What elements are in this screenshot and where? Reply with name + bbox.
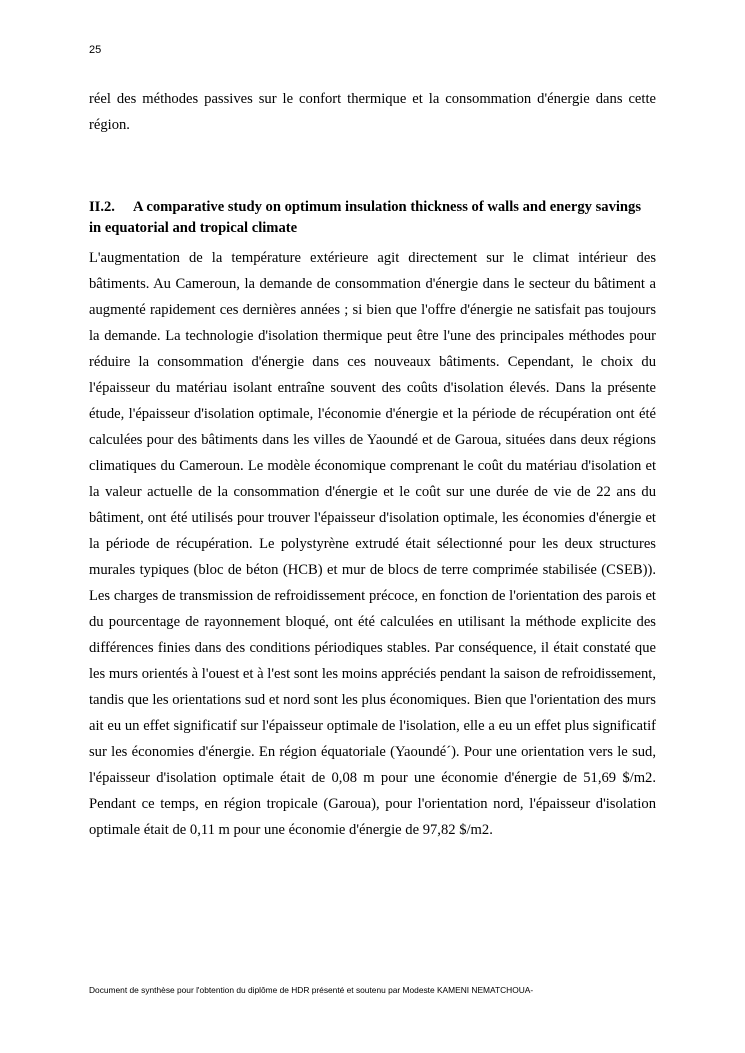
section-number: II.2. xyxy=(89,199,115,215)
document-body xyxy=(89,86,656,843)
section-body-paragraph: L'augmentation de la température extérieure agit directement sur le climat intérieur des bâtiments. Au Cameroun, la demande de consommation d'énergie dans le secteur du bâtiment a augmenté rapidement ces dernières années ; si bien que l'offre d'énergie ne satisfait pas toujours la demande. La technologie d'isolation thermique peut être l'une des principales méthodes pour réduire la consommation d'énergie dans ces nouveaux bâtiments. Cependant, le choix du l'épaisseur du matériau isolant entraîne souvent des coûts d'isolation élevés. Dans la présente étude, l'épaisseur d'isolation optimale, l'économie d'énergie et la période de récupération ont été calculées pour des bâtiments dans les villes de Yaoundé et de Garoua, situées dans deux régions climatiques du Cameroun. Le modèle économique comprenant le coût du matériau d'isolation et la valeur actuelle de la consommation d'énergie et le coût sur une durée de vie de 22 ans du bâtiment, ont été utilisés pour trouver l'épaisseur d'isolation optimale, les économies d'énergie et la période de récupération. Le polystyrène extrudé était sélectionné pour les deux structures murales typiques (bloc de béton (HCB) et mur de blocs de terre comprimée stabilisée (CSEB)). Les charges de transmission de refroidissement précoce, en fonction de l'orientation des parois et du pourcentage de rayonnement bloqué, ont été calculées en utilisant la méthode explicite des différences finies dans des conditions périodiques stables. Par conséquence, il était constaté que les murs orientés à l'ouest et à l'est sont les moins appréciés pendant la saison de refroidissement, tandis que les orientations sud et nord sont les plus économiques. Bien que l'orientation des murs ait eu un effet significatif sur l'épaisseur optimale de l'isolation, elle a eu un effet plus significatif sur les économies d'énergie. En région équatoriale (Yaoundé´). Pour une orientation vers le sud, l'épaisseur d'isolation optimale était de 0,08 m pour une économie d'énergie de 51,69 $/m2. Pendant ce temps, en région tropicale (Garoua), pour l'orientation nord, l'épaisseur d'isolation optimale était de 0,11 m pour une économie d'énergie de 97,82 $/m2. xyxy=(89,250,656,838)
page-footer: Document de synthèse pour l'obtention du diplôme de HDR présenté et soutenu par Modeste KAMENI NEMATCHOUA- xyxy=(89,985,534,995)
page-number: 25 xyxy=(89,44,102,56)
section-heading xyxy=(89,197,656,239)
intro-paragraph: réel des méthodes passives sur le confort thermique et la consommation d'énergie dans cette région. xyxy=(89,91,656,133)
section-title: A comparative study on optimum insulation thickness of walls and energy savings in equatorial and tropical climate xyxy=(89,199,642,236)
